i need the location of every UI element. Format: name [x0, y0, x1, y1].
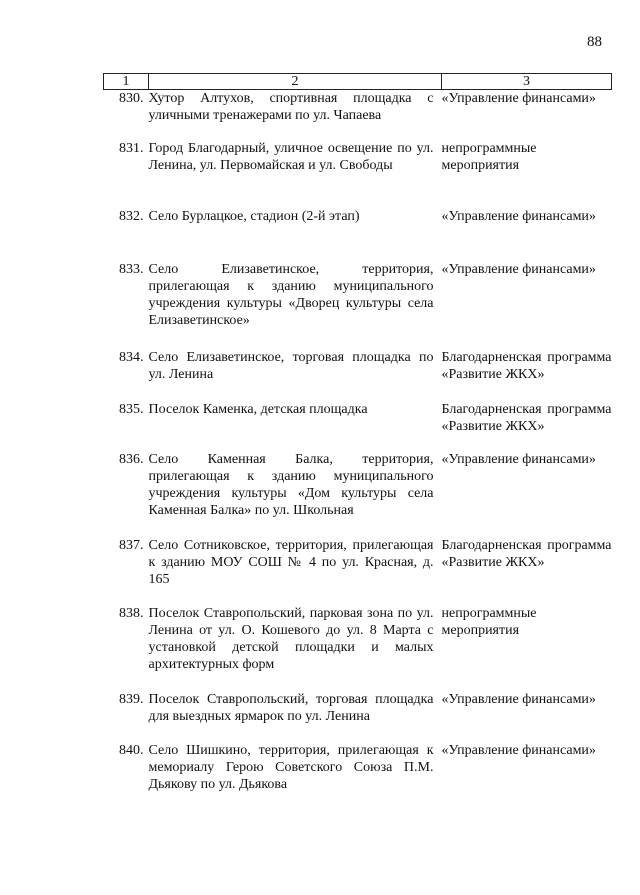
table-row — [104, 401, 612, 451]
table-header-row — [104, 74, 612, 90]
table-row — [104, 349, 612, 401]
document-table — [103, 73, 612, 793]
row-number: 836. — [119, 452, 144, 467]
row-program: Благодарненская программа «Развитие ЖКХ» — [441, 402, 612, 434]
row-description: Село Шишкино, территория, прилегающая к мемориалу Герою Советского Союза П.М. Дьякову по ул. Дьякова — [148, 743, 434, 792]
row-description: Село Елизаветинское, территория, прилегающая к зданию муниципального учреждения культуры «Дворец культуры села Елизаветинское» — [148, 262, 434, 328]
table-body — [104, 90, 612, 794]
row-number: 830. — [119, 91, 144, 106]
row-description: Хутор Алтухов, спортивная площадка с уличными тренажерами по ул. Чапаева — [148, 91, 434, 123]
table-row — [104, 208, 612, 261]
row-number: 832. — [119, 209, 144, 224]
row-program: непрограммные мероприятия — [441, 141, 537, 173]
row-program: «Управление финансами» — [441, 692, 596, 707]
column-header-2: 2 — [149, 74, 442, 90]
row-program: «Управление финансами» — [441, 209, 596, 224]
table-header — [104, 74, 612, 90]
table-row — [104, 140, 612, 208]
row-description: Поселок Ставропольский, парковая зона по ул. Ленина от ул. О. Кошевого до ул. 8 Марта с установкой детской площадки и малых архитектурных форм — [148, 606, 434, 672]
row-program: непрограммные мероприятия — [441, 606, 537, 638]
row-program: Благодарненская программа «Развитие ЖКХ» — [441, 350, 612, 382]
row-number: 837. — [119, 538, 144, 553]
row-number: 838. — [119, 606, 144, 621]
table-row — [104, 90, 612, 141]
row-description: Село Каменная Балка, территория, прилегающая к зданию муниципального учреждения культуры «Дом культуры села Каменная Балка» по ул. Школьная — [148, 452, 434, 518]
row-program: «Управление финансами» — [441, 91, 596, 106]
row-description: Село Елизаветинское, торговая площадка по ул. Ленина — [148, 350, 434, 382]
row-program: «Управление финансами» — [441, 743, 596, 758]
table-row — [104, 537, 612, 605]
row-description: Село Бурлацкое, стадион (2-й этап) — [148, 209, 360, 224]
row-program: «Управление финансами» — [441, 452, 596, 467]
row-program: «Управление финансами» — [441, 262, 596, 277]
row-number: 835. — [119, 402, 144, 417]
row-number: 840. — [119, 743, 144, 758]
row-description: Поселок Каменка, детская площадка — [148, 402, 368, 417]
table-row — [104, 261, 612, 349]
row-program: Благодарненская программа «Развитие ЖКХ» — [441, 538, 612, 570]
table-row — [104, 691, 612, 742]
table-row — [104, 742, 612, 793]
row-number: 833. — [119, 262, 144, 277]
row-description: Село Сотниковское, территория, прилегающая к зданию МОУ СОШ № 4 по ул. Красная, д. 165 — [148, 538, 434, 587]
row-number: 831. — [119, 141, 144, 156]
page-number: 88 — [587, 34, 602, 50]
row-number: 839. — [119, 692, 144, 707]
row-description: Город Благодарный, уличное освещение по ул. Ленина, ул. Первомайская и ул. Свободы — [148, 141, 434, 173]
row-number: 834. — [119, 350, 144, 365]
table-row — [104, 451, 612, 537]
row-description: Поселок Ставропольский, торговая площадка для выездных ярмарок по ул. Ленина — [148, 692, 434, 724]
column-header-1: 1 — [104, 74, 149, 90]
column-header-3: 3 — [442, 74, 612, 90]
table-row — [104, 605, 612, 691]
